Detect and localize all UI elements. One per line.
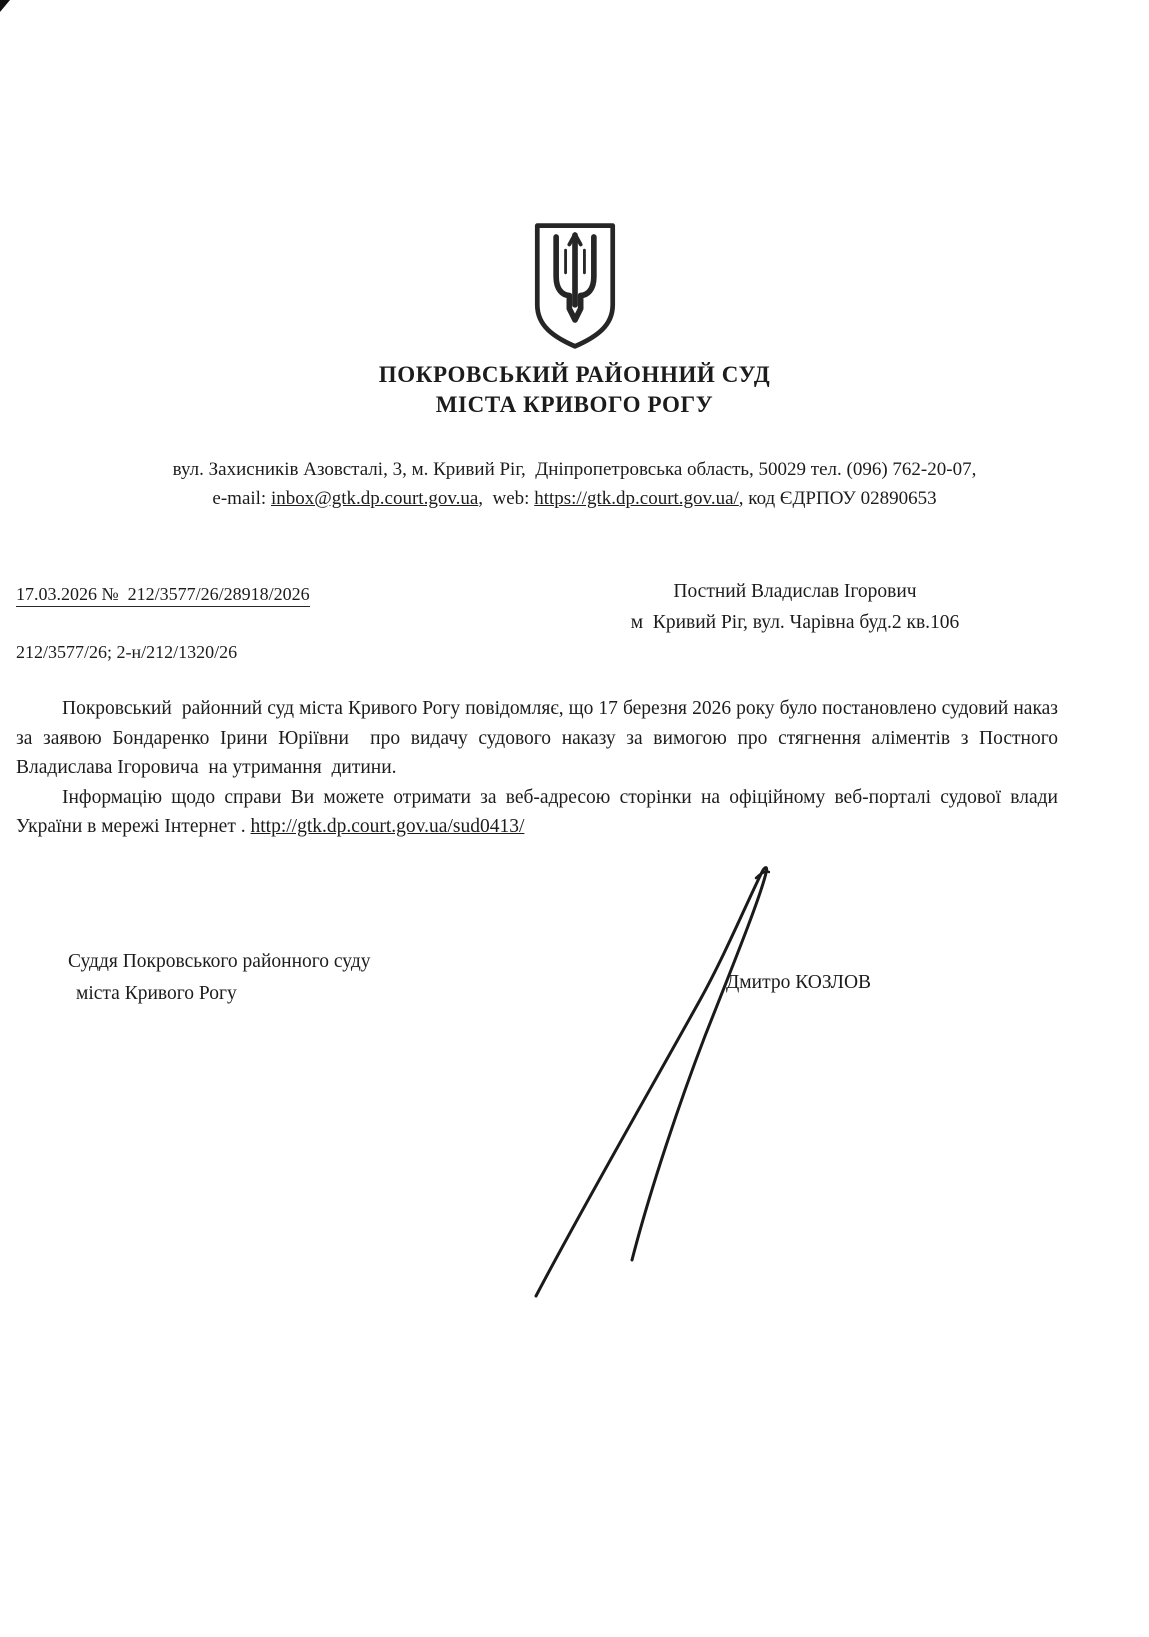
court-address-line: вул. Захисників Азовсталі, 3, м. Кривий Ріг, Дніпропетровська область, 50029 тел. (096) 762-20-07, xyxy=(172,459,977,480)
web-label: , web: xyxy=(478,488,535,509)
case-info-link: http://gtk.dp.court.gov.ua/sud0413/ xyxy=(250,816,525,837)
outgoing-date-number: 17.03.2026 № 212/3577/26/28918/2026 xyxy=(16,584,310,607)
court-contact-line xyxy=(0,484,1149,513)
ukraine-trident-emblem-icon xyxy=(527,220,623,357)
scan-artifact xyxy=(0,0,10,12)
addressee-block xyxy=(560,576,1030,638)
judge-name: Дмитро КОЗЛОВ xyxy=(726,972,872,993)
judge-title-block xyxy=(68,946,371,1010)
court-contact-block xyxy=(0,455,1149,513)
judge-title-line2: міста Кривого Рогу xyxy=(76,983,237,1004)
handwritten-signature xyxy=(520,860,770,1305)
case-numbers: 212/3577/26; 2-н/212/1320/26 xyxy=(16,642,238,662)
edrpou-code: , код ЄДРПОУ 02890653 xyxy=(738,488,937,509)
web-link: https://gtk.dp.court.gov.ua/ xyxy=(534,488,739,509)
judge-title-line1: Суддя Покровського районного суду xyxy=(68,951,371,972)
outgoing-reference xyxy=(16,584,310,605)
body-paragraph-2-text: Інформацію щодо справи Ви можете отримати за веб-адресою сторінки на офіційному веб-порталі судової влади України в мережі Інтернет . xyxy=(16,786,1063,837)
addressee-name: Постний Владислав Ігорович xyxy=(673,581,917,602)
letter-body xyxy=(16,694,1063,842)
email-link: inbox@gtk.dp.court.gov.ua xyxy=(270,488,479,509)
email-label: e-mail: xyxy=(212,488,271,509)
court-name-line1: ПОКРОВСЬКИЙ РАЙОННИЙ СУД xyxy=(378,362,771,387)
court-name-line2: МІСТА КРИВОГО РОГУ xyxy=(435,392,714,417)
court-name-block xyxy=(0,360,1149,420)
body-paragraph-1: Покровський районний суд міста Кривого Рогу повідомляє, що 17 березня 2026 року було постановлено судовий наказ за заявою Бондаренко Ірини Юріївни про видачу судового наказу за вимогою про стягнення аліментів з Постного Владислава Ігоровича на утримання дитини. xyxy=(16,698,1063,778)
body-paragraph-2 xyxy=(16,783,1063,842)
addressee-address: м Кривий Ріг, вул. Чарівна буд.2 кв.106 xyxy=(630,612,960,633)
